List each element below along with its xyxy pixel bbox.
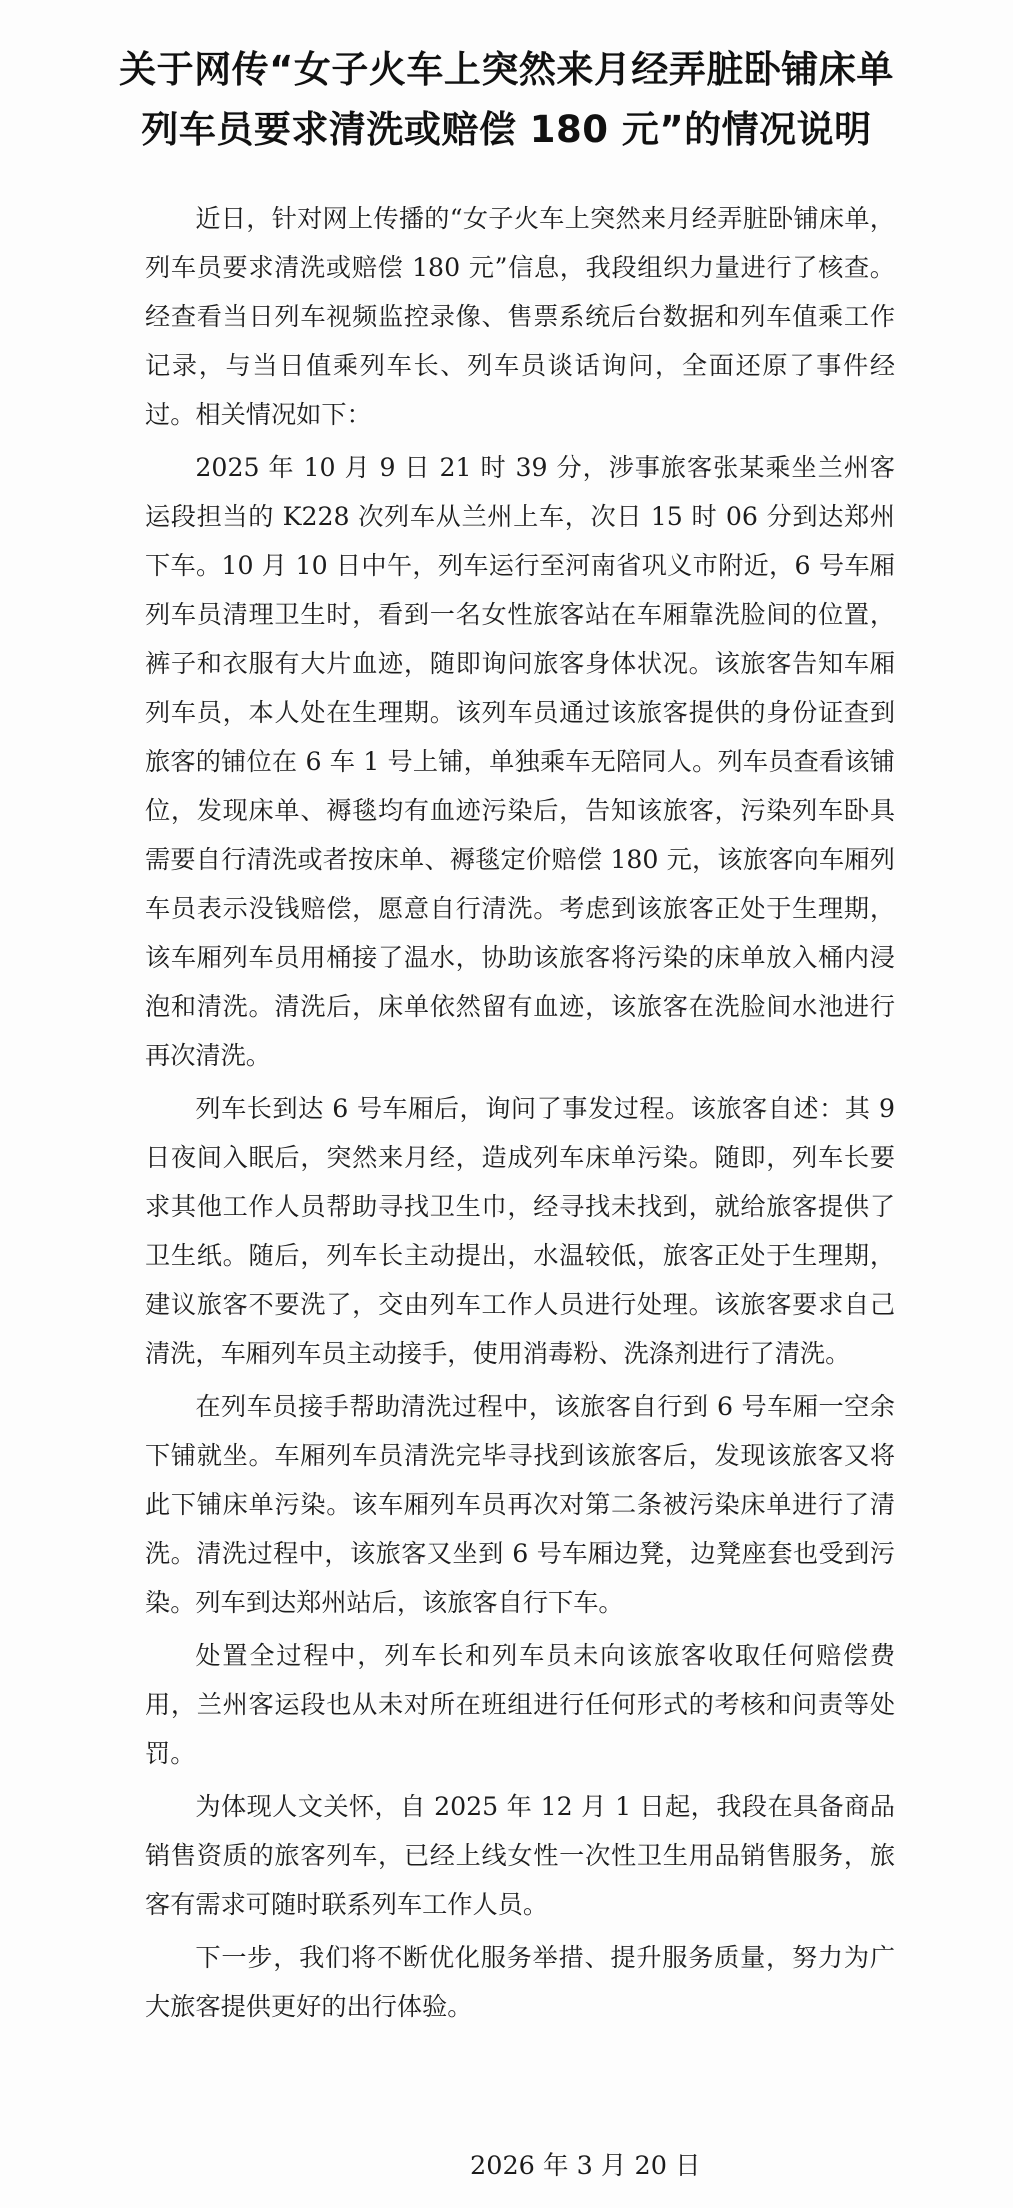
document-body [145, 194, 895, 2035]
paragraph-next-step: 下一步，我们将不断优化服务举措、提升服务质量，努力为广大旅客提供更好的出行体验。 [145, 1943, 895, 2021]
paragraph-no-compensation: 处置全过程中，列车长和列车员未向该旅客收取任何赔偿费用，兰州客运段也从未对所在班组进行任何形式的考核和问责等处罚。 [145, 1641, 895, 1768]
paragraph-new-service: 为体现人文关怀，自 2025 年 12 月 1 日起，我段在具备商品销售资质的旅客列车，已经上线女性一次性卫生用品销售服务，旅客有需求可随时联系列车工作人员。 [145, 1792, 895, 1919]
paragraph-conductor: 列车长到达 6 号车厢后，询问了事发过程。该旅客自述：其 9 日夜间入眠后，突然来月经，造成列车床单污染。随即，列车长要求其他工作人员帮助寻找卫生巾，经寻找未找到，就给旅客提供了卫生纸。随后，列车长主动提出，水温较低，旅客正处于生理期，建议旅客不要洗了，交由列车工作人员进行处理。该旅客要求自己清洗，车厢列车员主动接手，使用消毒粉、洗涤剂进行了清洗。 [145, 1094, 895, 1368]
paragraph-intro: 近日，针对网上传播的“女子火车上突然来月经弄脏卧铺床单，列车员要求清洗或赔偿 180 元”信息，我段组织力量进行了核查。经查看当日列车视频监控录像、售票系统后台数据和列车值乘工作记录，与当日值乘列车长、列车员谈话询问，全面还原了事件经过。相关情况如下： [145, 204, 895, 429]
document-date: 2026 年 3 月 20 日 [470, 2151, 701, 2181]
paragraph-cleaning: 在列车员接手帮助清洗过程中，该旅客自行到 6 号车厢一空余下铺就坐。车厢列车员清洗完毕寻找到该旅客后，发现该旅客又将此下铺床单污染。该车厢列车员再次对第二条被污染床单进行了清洗。清洗过程中，该旅客又坐到 6 号车厢边凳，边凳座套也受到污染。列车到达郑州站后，该旅客自行下车。 [145, 1392, 895, 1617]
paragraph-incident: 2025 年 10 月 9 日 21 时 39 分，涉事旅客张某乘坐兰州客运段担当的 K228 次列车从兰州上车，次日 15 时 06 分到达郑州下车。10 月 10 日中午，列车运行至河南省巩义市附近，6 号车厢列车员清理卫生时，看到一名女性旅客站在车厢靠洗脸间的位置，裤子和衣服有大片血迹，随即询问旅客身体状况。该旅客告知车厢列车员，本人处在生理期。该列车员通过该旅客提供的身份证查到旅客的铺位在 6 车 1 号上铺，单独乘车无陪同人。列车员查看该铺位，发现床单、褥毯均有血迹污染后，告知该旅客，污染列车卧具需要自行清洗或者按床单、褥毯定价赔偿 180 元，该旅客向车厢列车员表示没钱赔偿，愿意自行清洗。考虑到该旅客正处于生理期，该车厢列车员用桶接了温水，协助该旅客将污染的床单放入桶内浸泡和清洗。清洗后，床单依然留有血迹，该旅客在洗脸间水池进行再次清洗。 [145, 453, 895, 1070]
document-title-line-1: 关于网传“女子火车上突然来月经弄脏卧铺床单 [119, 48, 894, 91]
document-title-line-2: 列车员要求清洗或赔偿 180 元”的情况说明 [141, 108, 872, 151]
